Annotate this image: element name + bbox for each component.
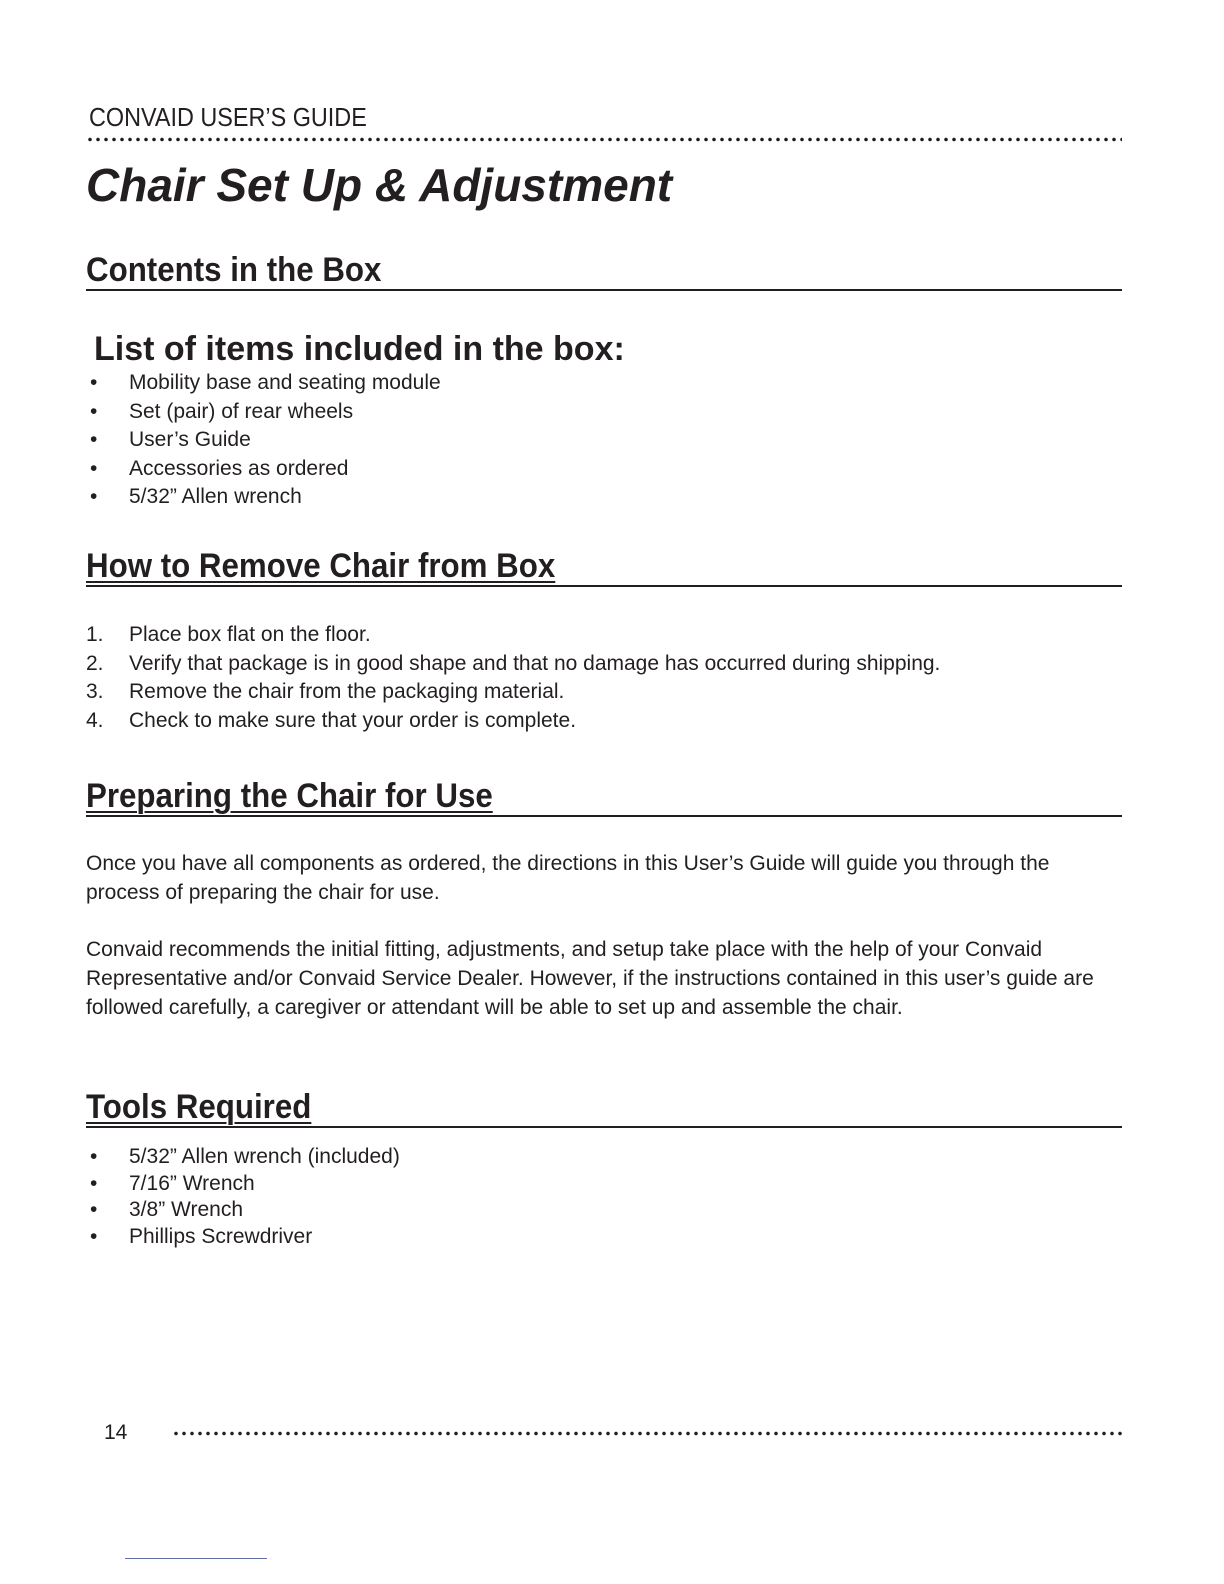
section-heading-tools-text: Tools Required bbox=[86, 1088, 312, 1126]
step-number: 3. bbox=[86, 680, 104, 703]
step-text: Verify that package is in good shape and that no damage has occurred during shipping. bbox=[129, 651, 941, 675]
step-text: Place box flat on the floor. bbox=[129, 623, 371, 646]
list-item-text: 7/16” Wrench bbox=[129, 1171, 255, 1195]
section-heading-remove bbox=[86, 549, 1122, 587]
bullet: • bbox=[90, 428, 98, 451]
list-item-text: 5/32” Allen wrench bbox=[129, 485, 302, 508]
preparing-paragraph-2: Convaid recommends the initial fitting, adjustments, and setup take place with the help of your Convaid Representative and/or Convaid Service Dealer. However, if the instructions contained in this user’s guide are followed carefully, a caregiver or attendant will be able to set up and assemble the chair. bbox=[86, 938, 1094, 1019]
footer-dotted-rule bbox=[172, 1431, 1122, 1436]
footer-link-line bbox=[125, 1558, 267, 1559]
section-heading-remove-text: How to Remove Chair from Box bbox=[86, 547, 556, 585]
list-item-text: 3/8” Wrench bbox=[129, 1198, 243, 1221]
list-item-text: Mobility base and seating module bbox=[129, 371, 441, 394]
page-title: Chair Set Up & Adjustment bbox=[86, 159, 673, 211]
list-item-text: 5/32” Allen wrench (included) bbox=[129, 1145, 400, 1168]
list-item bbox=[86, 1171, 400, 1198]
step-number: 1. bbox=[86, 623, 104, 646]
remove-steps-list bbox=[86, 621, 940, 735]
step-number: 2. bbox=[86, 651, 104, 675]
step-text: Remove the chair from the packaging material. bbox=[129, 680, 565, 703]
bullet: • bbox=[90, 1224, 98, 1248]
section-heading-tools bbox=[86, 1090, 1122, 1128]
contents-list bbox=[86, 369, 441, 512]
list-item bbox=[86, 369, 441, 398]
bullet: • bbox=[90, 456, 98, 480]
list-item bbox=[86, 1197, 400, 1224]
bullet: • bbox=[90, 371, 98, 394]
section-heading-contents-text: Contents in the Box bbox=[86, 251, 382, 289]
list-item bbox=[86, 1224, 400, 1251]
bullet: • bbox=[90, 399, 98, 423]
step-text: Check to make sure that your order is complete. bbox=[129, 708, 577, 732]
step-number: 4. bbox=[86, 708, 104, 732]
step-item bbox=[86, 650, 940, 679]
preparing-paragraph-1: Once you have all components as ordered, the directions in this User’s Guide will guide you through the process of preparing the chair for use. bbox=[86, 852, 1050, 904]
header-dotted-rule bbox=[86, 137, 1122, 142]
step-item bbox=[86, 678, 940, 707]
bullet: • bbox=[90, 1198, 98, 1221]
section-heading-contents bbox=[86, 253, 1122, 291]
list-item bbox=[86, 483, 441, 512]
page-number: 14 bbox=[104, 1421, 128, 1444]
bullet: • bbox=[90, 1145, 98, 1168]
list-item-text: Accessories as ordered bbox=[129, 456, 349, 480]
list-item bbox=[86, 398, 441, 427]
step-item bbox=[86, 707, 940, 736]
step-item bbox=[86, 621, 940, 650]
list-item bbox=[86, 426, 441, 455]
list-item-text: Set (pair) of rear wheels bbox=[129, 399, 354, 423]
contents-subheading: List of items included in the box: bbox=[94, 330, 625, 368]
list-item bbox=[86, 455, 441, 484]
list-item bbox=[86, 1144, 400, 1171]
tools-list bbox=[86, 1144, 400, 1250]
bullet: • bbox=[90, 485, 98, 508]
section-heading-preparing-text: Preparing the Chair for Use bbox=[86, 777, 493, 815]
list-item-text: User’s Guide bbox=[129, 428, 251, 451]
section-heading-preparing bbox=[86, 779, 1122, 817]
list-item-text: Phillips Screwdriver bbox=[129, 1224, 313, 1248]
running-header: CONVAID USER’S GUIDE bbox=[89, 102, 367, 132]
bullet: • bbox=[90, 1171, 98, 1195]
